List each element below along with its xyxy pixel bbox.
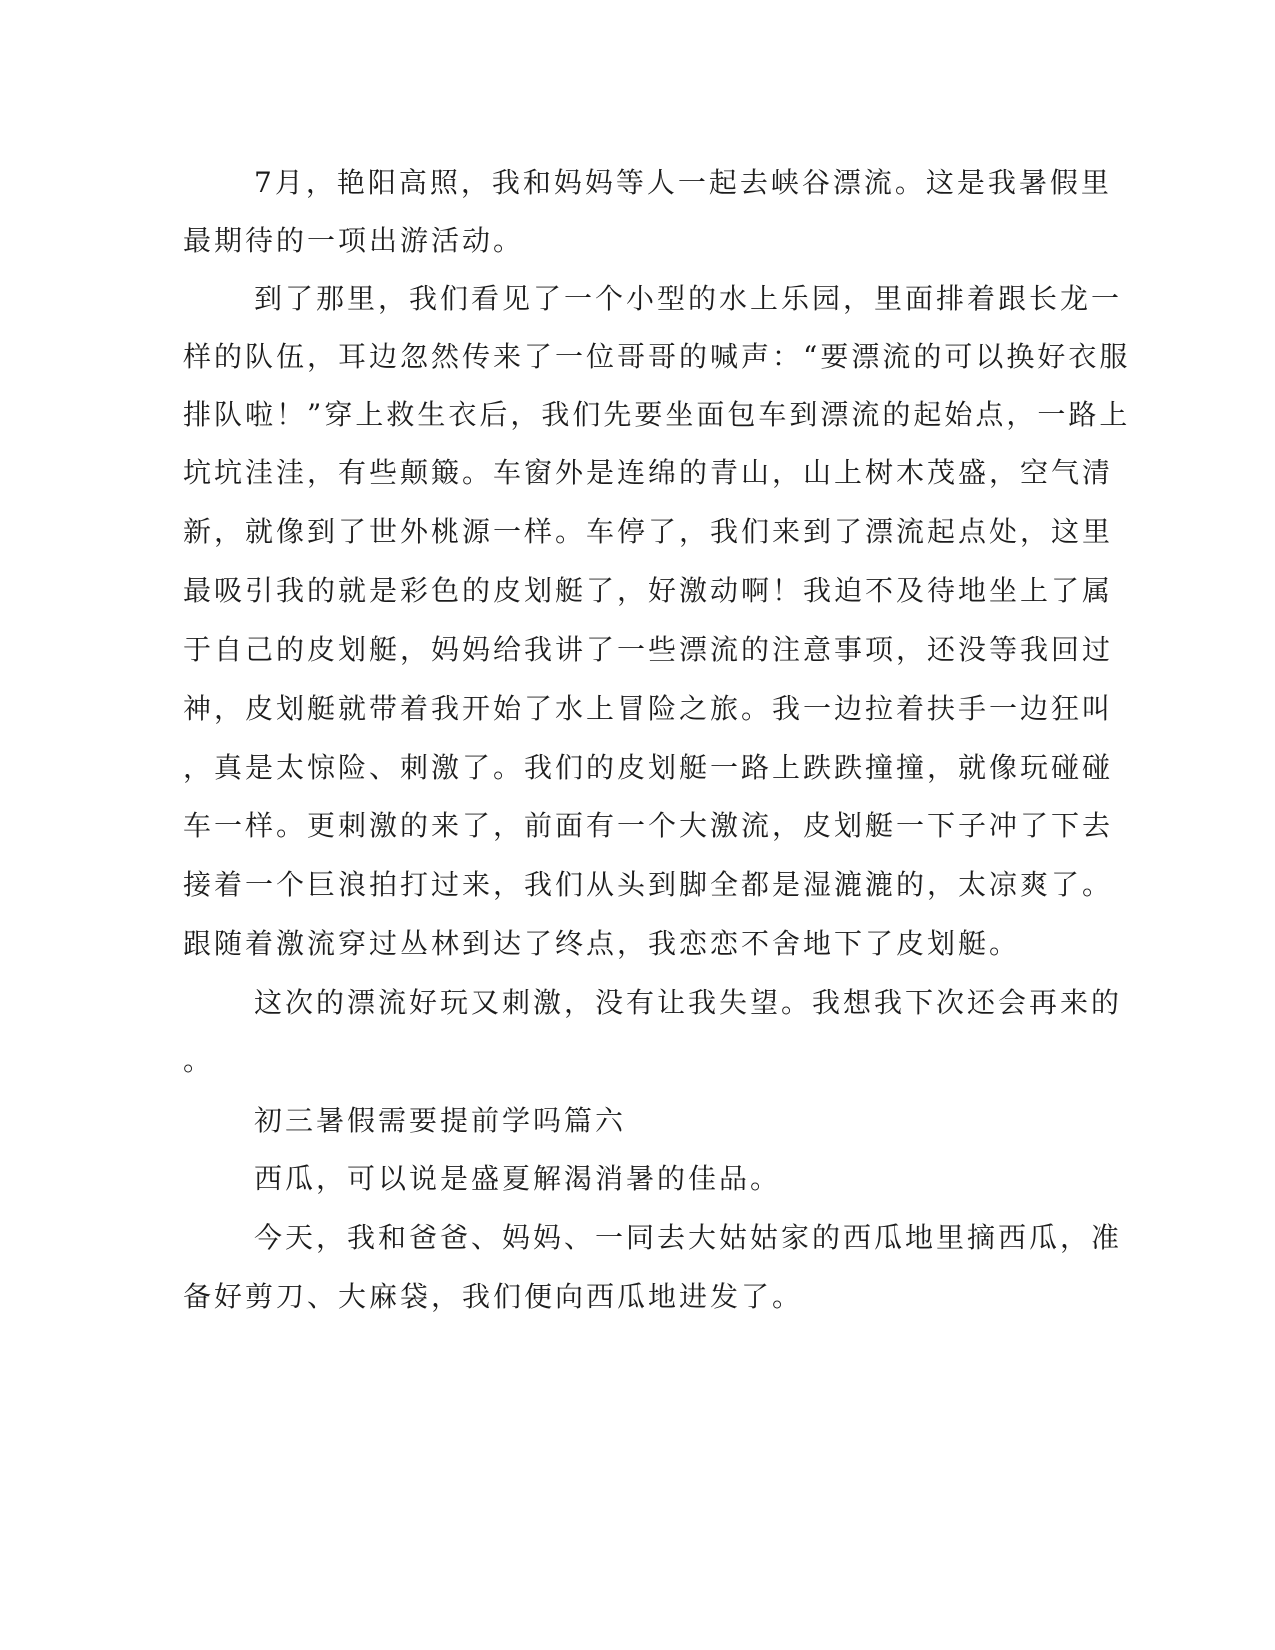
text-line: 到了那里，我们看见了一个小型的水上乐园，里面排着跟长龙一 [254,282,1123,315]
text-line: 西瓜，可以说是盛夏解渴消暑的佳品。 [254,1162,782,1195]
text-line: 排队啦！”穿上救生衣后，我们先要坐面包车到漂流的起始点，一路上 [183,398,1131,431]
text-line: ，真是太惊险、刺激了。我们的皮划艇一路上跌跌撞撞，就像玩碰碰 [183,751,1114,784]
text-line: 最吸引我的就是彩色的皮划艇了，好激动啊！我迫不及待地坐上了属 [183,574,1114,607]
section-heading: 初三暑假需要提前学吗篇六 [254,1104,627,1137]
text-line: 坑坑洼洼，有些颠簸。车窗外是连绵的青山，山上树木茂盛，空气清 [183,456,1114,489]
text-line: 样的队伍，耳边忽然传来了一位哥哥的喊声：“要漂流的可以换好衣服 [183,340,1131,373]
text-line: 这次的漂流好玩又刺激，没有让我失望。我想我下次还会再来的 [254,986,1123,1019]
text-line: 跟随着激流穿过丛林到达了终点，我恋恋不舍地下了皮划艇。 [183,927,1021,960]
text-line: 备好剪刀、大麻袋，我们便向西瓜地进发了。 [183,1280,804,1313]
text-line: 今天，我和爸爸、妈妈、一同去大姑姑家的西瓜地里摘西瓜，准 [254,1221,1123,1254]
text-line: 新，就像到了世外桃源一样。车停了，我们来到了漂流起点处，这里 [183,515,1114,548]
text-line: 神，皮划艇就带着我开始了水上冒险之旅。我一边拉着扶手一边狂叫 [183,692,1114,725]
text-line: 7月，艳阳高照，我和妈妈等人一起去峡谷漂流。这是我暑假里 [254,166,1112,199]
text-line: 于自己的皮划艇，妈妈给我讲了一些漂流的注意事项，还没等我回过 [183,633,1114,666]
text-line: 接着一个巨浪拍打过来，我们从头到脚全都是湿漉漉的，太凉爽了。 [183,868,1114,901]
text-line: 最期待的一项出游活动。 [183,224,525,257]
text-line: 。 [183,1044,215,1077]
text-line: 车一样。更刺激的来了，前面有一个大激流，皮划艇一下子冲了下去 [183,809,1114,842]
